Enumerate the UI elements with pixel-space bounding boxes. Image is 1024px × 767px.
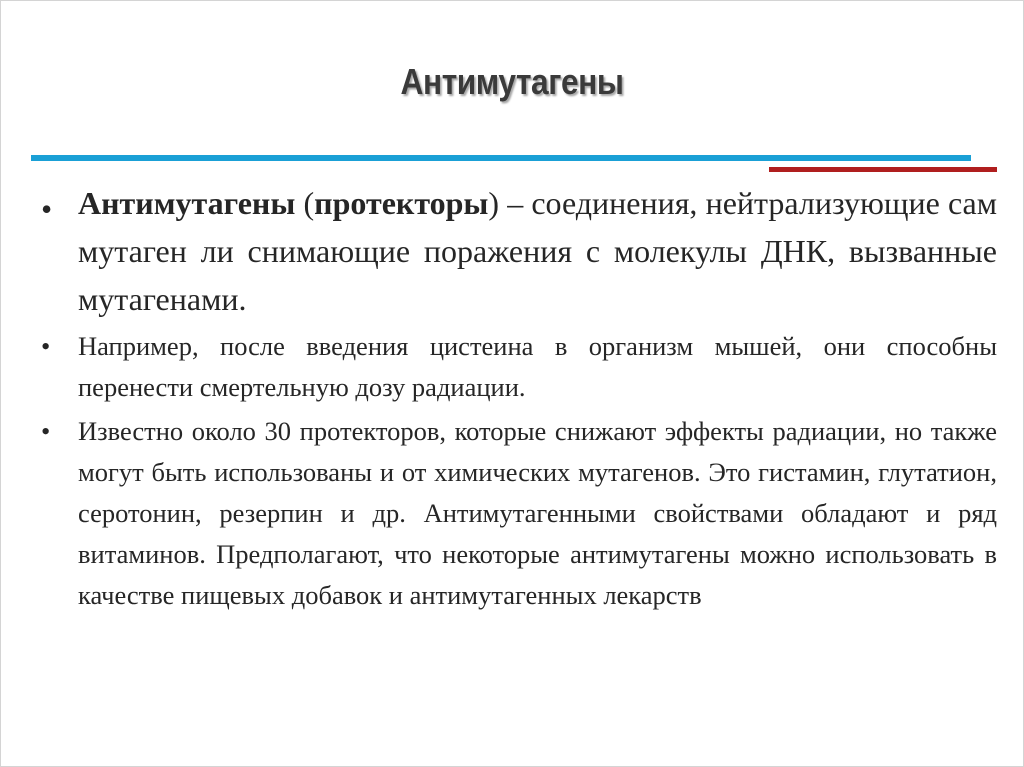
red-divider-line [769, 167, 997, 172]
bullet-item-definition [41, 179, 997, 323]
definition-text: ) – соединения, нейтрализующие сам мутаген ли снимающие поражения с молекулы ДНК, вызванные мутагенами. [78, 185, 998, 317]
blue-divider-line [31, 155, 971, 161]
paren-open: ( [295, 185, 315, 221]
term-protectors: протекторы [314, 185, 489, 221]
bullet-dot-icon: • [41, 191, 53, 227]
slide-title: Антимутагены [400, 61, 624, 102]
bullet-dot-icon: • [41, 331, 51, 361]
example-text: Например, после введения цистеина в организм мышей, они способны перенести смертельную дозу радиации. [78, 331, 997, 402]
bullet-item-protectors [41, 411, 997, 616]
bullet-dot-icon: • [41, 416, 51, 446]
bullet-item-example [41, 326, 997, 408]
protectors-text: Известно около 30 протекторов, которые снижают эффекты радиации, но также могут быть использованы и от химических мутагенов. Это гистамин, глутатион, серотонин, резерпин и др. Антимутагенными свойствами обладают и ряд витаминов. Предполагают, что некоторые антимутагены можно использовать в качестве пищевых добавок и антимутагенных лекарств [78, 416, 997, 610]
bullet-list [41, 179, 997, 616]
term-antimutagens: Антимутагены [78, 185, 296, 221]
